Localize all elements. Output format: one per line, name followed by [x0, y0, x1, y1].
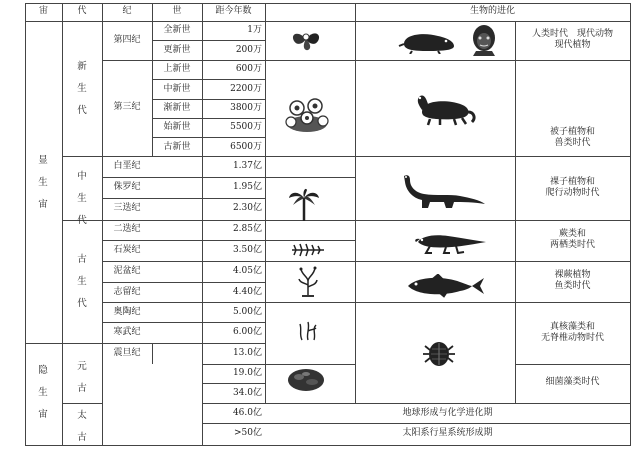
- line-age-o: [202, 383, 265, 384]
- age-cell: 3800万: [230, 103, 262, 113]
- header-evolution: 生物的进化: [469, 6, 515, 16]
- period-permian: 二迭纪: [113, 224, 141, 234]
- age-cell: 13.0亿: [232, 348, 262, 358]
- period-tertiary: 第三纪: [113, 102, 141, 112]
- evolution-earth-formation: 地球形成与化学进化期: [402, 408, 493, 418]
- eon-phanerozoic: 显生宙: [38, 155, 48, 210]
- line-age-i: [202, 261, 265, 262]
- line-silurian-ordovician: [102, 302, 202, 303]
- eon-cryptozoic: 隐生宙: [38, 365, 48, 420]
- age-cell: >50亿: [234, 428, 262, 438]
- evolution-fish-era: 裸蕨植物 鱼类时代: [554, 270, 591, 291]
- line-cretaceous-jurassic: [102, 177, 202, 178]
- palm-tree-icon: [288, 186, 320, 222]
- line-age-g: [202, 198, 265, 199]
- header-eon: 宙: [38, 6, 48, 16]
- line-plant-e: [265, 364, 355, 365]
- age-cell: 46.0亿: [232, 408, 262, 418]
- epoch-miocene: 中新世: [163, 84, 191, 94]
- line-epoch-4: [152, 99, 202, 100]
- header-period: 纪: [122, 6, 132, 16]
- era-paleozoic: 古生代: [77, 254, 87, 309]
- line-plant-c: [265, 261, 355, 262]
- line-age-d: [202, 118, 265, 119]
- header-age: 距今年数: [215, 6, 252, 16]
- line-permian-carboniferous: [102, 240, 202, 241]
- age-cell: 4.40亿: [232, 287, 262, 297]
- line-desc-a: [355, 60, 630, 61]
- mole-icon: [398, 28, 456, 54]
- line-quaternary-tertiary: [102, 60, 356, 61]
- line-jurassic-triassic: [102, 198, 202, 199]
- line-age-b: [202, 79, 265, 80]
- fish-icon: [404, 274, 486, 298]
- age-cell: 6500万: [230, 142, 262, 152]
- line-age-f: [202, 177, 265, 178]
- age-cell: 600万: [235, 64, 262, 74]
- age-cell: 5500万: [230, 122, 262, 132]
- age-cell: 1万: [247, 25, 262, 35]
- evolution-human-era: 人类时代 现代动物 现代植物: [531, 29, 613, 50]
- line-age-l: [202, 322, 265, 323]
- header-era: 代: [77, 6, 87, 16]
- period-devonian: 泥盆纪: [113, 266, 141, 276]
- period-ordovician: 奥陶纪: [113, 307, 141, 317]
- era-cenozoic: 新生代: [77, 61, 87, 116]
- line-epoch-1: [152, 40, 202, 41]
- age-cell: 200万: [235, 45, 262, 55]
- epoch-paleocene: 古新世: [163, 142, 191, 152]
- human-head-icon: [470, 24, 498, 56]
- fern-icon: [290, 242, 326, 258]
- table-bottom-border: [25, 445, 630, 446]
- line-age-p: [202, 403, 630, 404]
- period-sinian: 震旦纪: [113, 348, 141, 358]
- line-age-q: [202, 423, 630, 424]
- col-line-eon: [62, 3, 63, 446]
- line-epoch-6: [152, 137, 202, 138]
- age-cell: 4.05亿: [232, 266, 262, 276]
- line-age-e: [202, 137, 265, 138]
- evolution-reptile-era: 裸子植物和 爬行动物时代: [545, 177, 600, 198]
- line-age-m: [202, 343, 265, 344]
- line-age-a: [202, 40, 265, 41]
- line-plant-d: [265, 302, 355, 303]
- table-left-border: [25, 3, 26, 446]
- line-carboniferous-devonian: [102, 261, 202, 262]
- header-epoch: 世: [172, 6, 182, 16]
- trilobite-icon: [422, 340, 456, 368]
- evolution-mammal-era: 被子植物和 兽类时代: [549, 127, 595, 148]
- line-desc-d: [355, 302, 630, 303]
- age-cell: 6.00亿: [232, 327, 262, 337]
- period-triassic: 三迭纪: [113, 203, 141, 213]
- epoch-oligocene: 渐新世: [163, 103, 191, 113]
- epoch-pleistocene: 更新世: [163, 45, 191, 55]
- line-age-n: [202, 364, 265, 365]
- era-mesozoic: 中生代: [77, 171, 87, 226]
- psilophyte-plant-icon: [296, 265, 320, 297]
- evolution-bacteria-era: 细菌藻类时代: [545, 377, 600, 387]
- col-line-plant: [355, 3, 356, 403]
- age-cell: 1.37亿: [232, 161, 262, 171]
- period-jurassic: 侏罗纪: [113, 182, 141, 192]
- early-mammal-icon: [412, 92, 478, 126]
- stromatolite-icon: [286, 367, 326, 393]
- era-archean: 太古: [77, 410, 87, 443]
- evolution-invertebrate-era: 真核藻类和 无脊椎动物时代: [540, 322, 604, 343]
- line-age-k: [202, 302, 265, 303]
- table-top-border: [25, 3, 630, 4]
- evolution-solar-system-formation: 太阳系行星系统形成期: [402, 428, 493, 438]
- epoch-holocene: 全新世: [163, 25, 191, 35]
- age-cell: 1.95亿: [232, 182, 262, 192]
- line-age-j: [202, 282, 265, 283]
- col-line-animal: [515, 21, 516, 403]
- boundary-proterozoic-archean: [62, 403, 102, 404]
- line-desc-c: [355, 261, 630, 262]
- period-cambrian: 寒武纪: [113, 327, 141, 337]
- line-devonian-silurian: [102, 282, 202, 283]
- line-plant-b: [265, 240, 355, 241]
- table-right-border: [630, 3, 631, 446]
- boundary-phanerozoic-cryptozoic: [25, 343, 202, 344]
- period-silurian: 志留纪: [113, 287, 141, 297]
- boundary-cenozoic-mesozoic: [62, 156, 630, 157]
- period-carboniferous: 石炭纪: [113, 245, 141, 255]
- age-cell: 2.30亿: [232, 203, 262, 213]
- col-line-period-low: [152, 343, 153, 364]
- evolution-amphibian-era: 蕨类和 两栖类时代: [549, 229, 595, 250]
- era-proterozoic: 元古: [77, 361, 87, 394]
- line-desc-b: [355, 220, 630, 221]
- line-ordovician-cambrian: [102, 322, 202, 323]
- line-plant-a: [265, 177, 355, 178]
- flower-cluster-icon: [283, 96, 331, 134]
- algae-icon: [296, 320, 322, 342]
- line-age-c: [202, 99, 265, 100]
- line-epoch-3: [152, 79, 202, 80]
- line-desc-e: [515, 364, 630, 365]
- period-cretaceous: 白垩纪: [113, 161, 141, 171]
- flowering-plant-icon: [288, 26, 324, 52]
- period-quaternary: 第四纪: [113, 35, 141, 45]
- age-cell: 3.50亿: [232, 245, 262, 255]
- line-epoch-5: [152, 118, 202, 119]
- epoch-pliocene: 上新世: [163, 64, 191, 74]
- amphibian-icon: [412, 228, 488, 254]
- col-line-age: [265, 3, 266, 403]
- epoch-eocene: 始新世: [163, 122, 191, 132]
- sauropod-dinosaur-icon: [400, 172, 486, 208]
- age-cell: 19.0亿: [232, 368, 262, 378]
- line-age-h: [202, 240, 265, 241]
- age-cell: 2200万: [230, 84, 262, 94]
- age-cell: 5.00亿: [232, 307, 262, 317]
- age-cell: 34.0亿: [232, 388, 262, 398]
- age-cell: 2.85亿: [232, 224, 262, 234]
- header-bottom-border: [25, 21, 630, 22]
